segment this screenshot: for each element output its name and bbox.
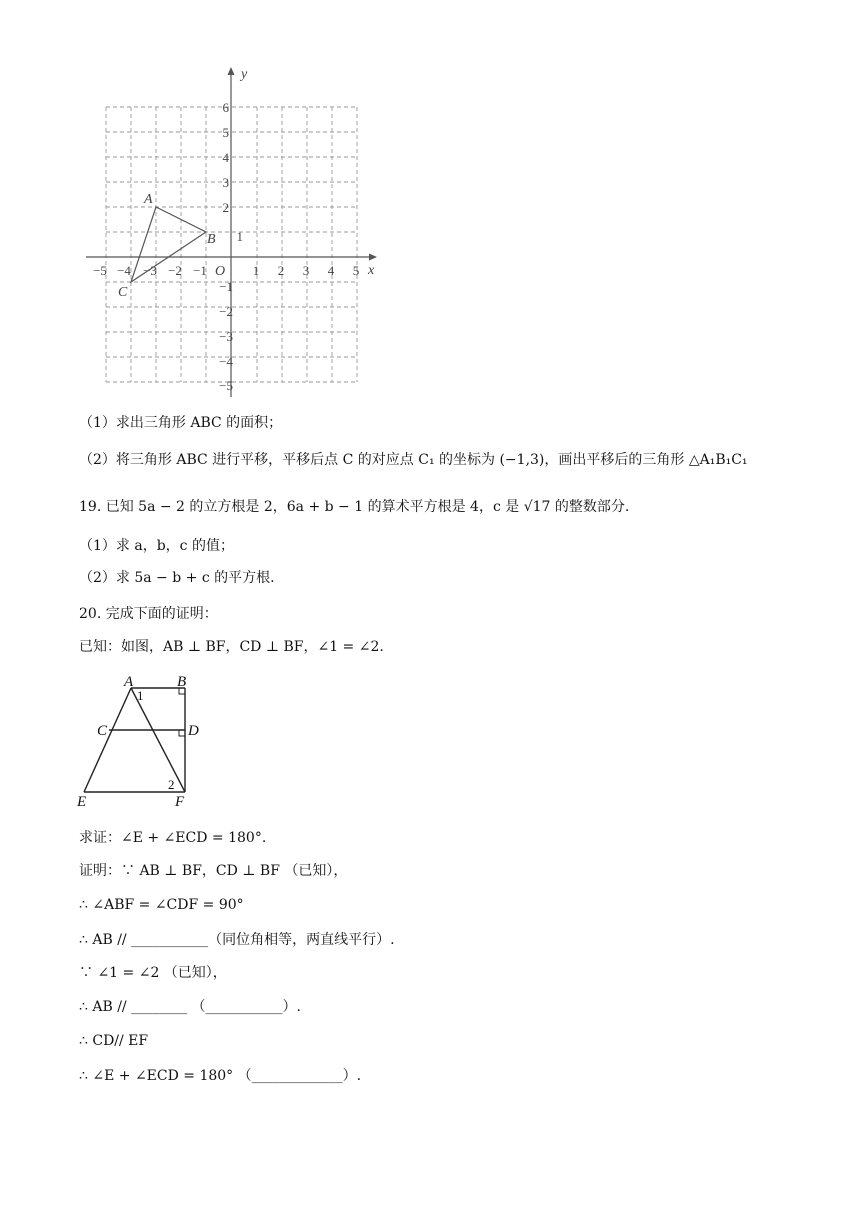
y-tick-label: −5	[219, 378, 233, 393]
angle-label-1: 1	[137, 688, 144, 703]
q18-part-1-text: （1）求出三角形 ABC 的面积；	[79, 415, 283, 431]
y-tick-label: 2	[222, 200, 229, 215]
y-axis-arrow	[228, 67, 235, 75]
proof-step	[79, 1031, 148, 1051]
point-label-a: A	[124, 674, 134, 690]
q19-stem	[79, 497, 629, 517]
y-tick-label: 4	[222, 150, 229, 165]
vertex-label-c: C	[118, 285, 128, 300]
y-tick-label: −4	[219, 354, 233, 369]
q19-part-2	[79, 568, 275, 588]
q20-prove-text: 求证：∠E + ∠ECD = 180°.	[79, 830, 267, 846]
x-tick-label: 2	[277, 263, 285, 278]
q19-stem-text: 19. 已知 5a − 2 的立方根是 2，6a + b − 1 的算术平方根是 4，c 是 √17 的整数部分.	[79, 499, 630, 515]
point-label-e: E	[77, 794, 87, 808]
proof-step	[79, 997, 301, 1017]
q19-part-2-text: （2）求 5a − b + c 的平方根.	[79, 570, 275, 586]
proof-step-text: ∴ CD// EF	[79, 1033, 149, 1049]
q20-given	[79, 637, 384, 657]
origin-label: O	[215, 264, 226, 279]
q20-title-text: 20. 完成下面的证明：	[79, 606, 218, 622]
point-label-d: D	[188, 723, 199, 739]
proof-step	[79, 963, 227, 983]
q20-given-text: 已知：如图，AB ⊥ BF，CD ⊥ BF，∠1 = ∠2.	[79, 639, 384, 655]
proof-step	[79, 1066, 361, 1086]
y-tick-label: −2	[219, 304, 233, 319]
q20-geometry-figure	[70, 668, 210, 808]
x-tick-label: −4	[117, 263, 131, 278]
proof-step-text: ∵ ∠1 = ∠2 （已知），	[79, 965, 227, 981]
proof-step	[79, 861, 347, 881]
point-label-b: B	[177, 674, 187, 690]
q19-part-1	[79, 536, 234, 556]
proof-step	[79, 930, 395, 950]
x-tick-label: 5	[352, 263, 360, 278]
x-tick-label: −1	[193, 263, 207, 278]
proof-step-text: ∴ AB // ___________（同位角相等，两直线平行）.	[79, 932, 395, 948]
y-tick-label: 5	[222, 125, 229, 140]
vertex-label-b: B	[207, 232, 216, 247]
y-tick-label: 1	[236, 229, 243, 244]
y-tick-label: −3	[219, 329, 233, 344]
q18-part-2	[79, 450, 748, 470]
x-tick-label: 1	[252, 263, 260, 278]
x-tick-label: 3	[302, 263, 310, 278]
x-tick-label: −3	[143, 263, 157, 278]
x-axis-arrow	[369, 254, 377, 261]
point-label-c: C	[97, 723, 108, 739]
angle-label-2: 2	[168, 777, 175, 792]
proof-step-text: ∴ ∠ABF = ∠CDF = 90°	[79, 897, 244, 913]
x-tick-label: −5	[93, 263, 107, 278]
proof-step-text: ∴ AB // ________ （___________）.	[79, 999, 301, 1015]
x-axis-label: x	[368, 263, 375, 278]
point-label-f: F	[175, 794, 185, 808]
proof-step-text: ∴ ∠E + ∠ECD = 180° （_____________）.	[79, 1068, 362, 1084]
q18-part-1	[79, 413, 282, 433]
proof-step-text: 证明：∵ AB ⊥ BF，CD ⊥ BF （已知），	[79, 863, 348, 879]
q18-part-2-text: （2）将三角形 ABC 进行平移，平移后点 C 的对应点 C₁ 的坐标为 (−1,3)，画出平移后的三角形 △A₁B₁C₁	[79, 452, 748, 468]
y-tick-label: −1	[219, 279, 233, 294]
y-tick-label: 3	[222, 175, 229, 190]
x-tick-label: −2	[168, 263, 182, 278]
q20-prove	[79, 828, 266, 848]
vertex-label-a: A	[144, 192, 153, 207]
q19-part-1-text: （1）求 a，b，c 的值；	[79, 538, 234, 554]
y-axis-label: y	[241, 67, 248, 82]
proof-step	[79, 895, 244, 915]
coordinate-grid-figure	[0, 0, 400, 400]
y-tick-label: 6	[222, 100, 229, 115]
x-tick-label: 4	[327, 263, 335, 278]
q20-title	[79, 604, 218, 624]
